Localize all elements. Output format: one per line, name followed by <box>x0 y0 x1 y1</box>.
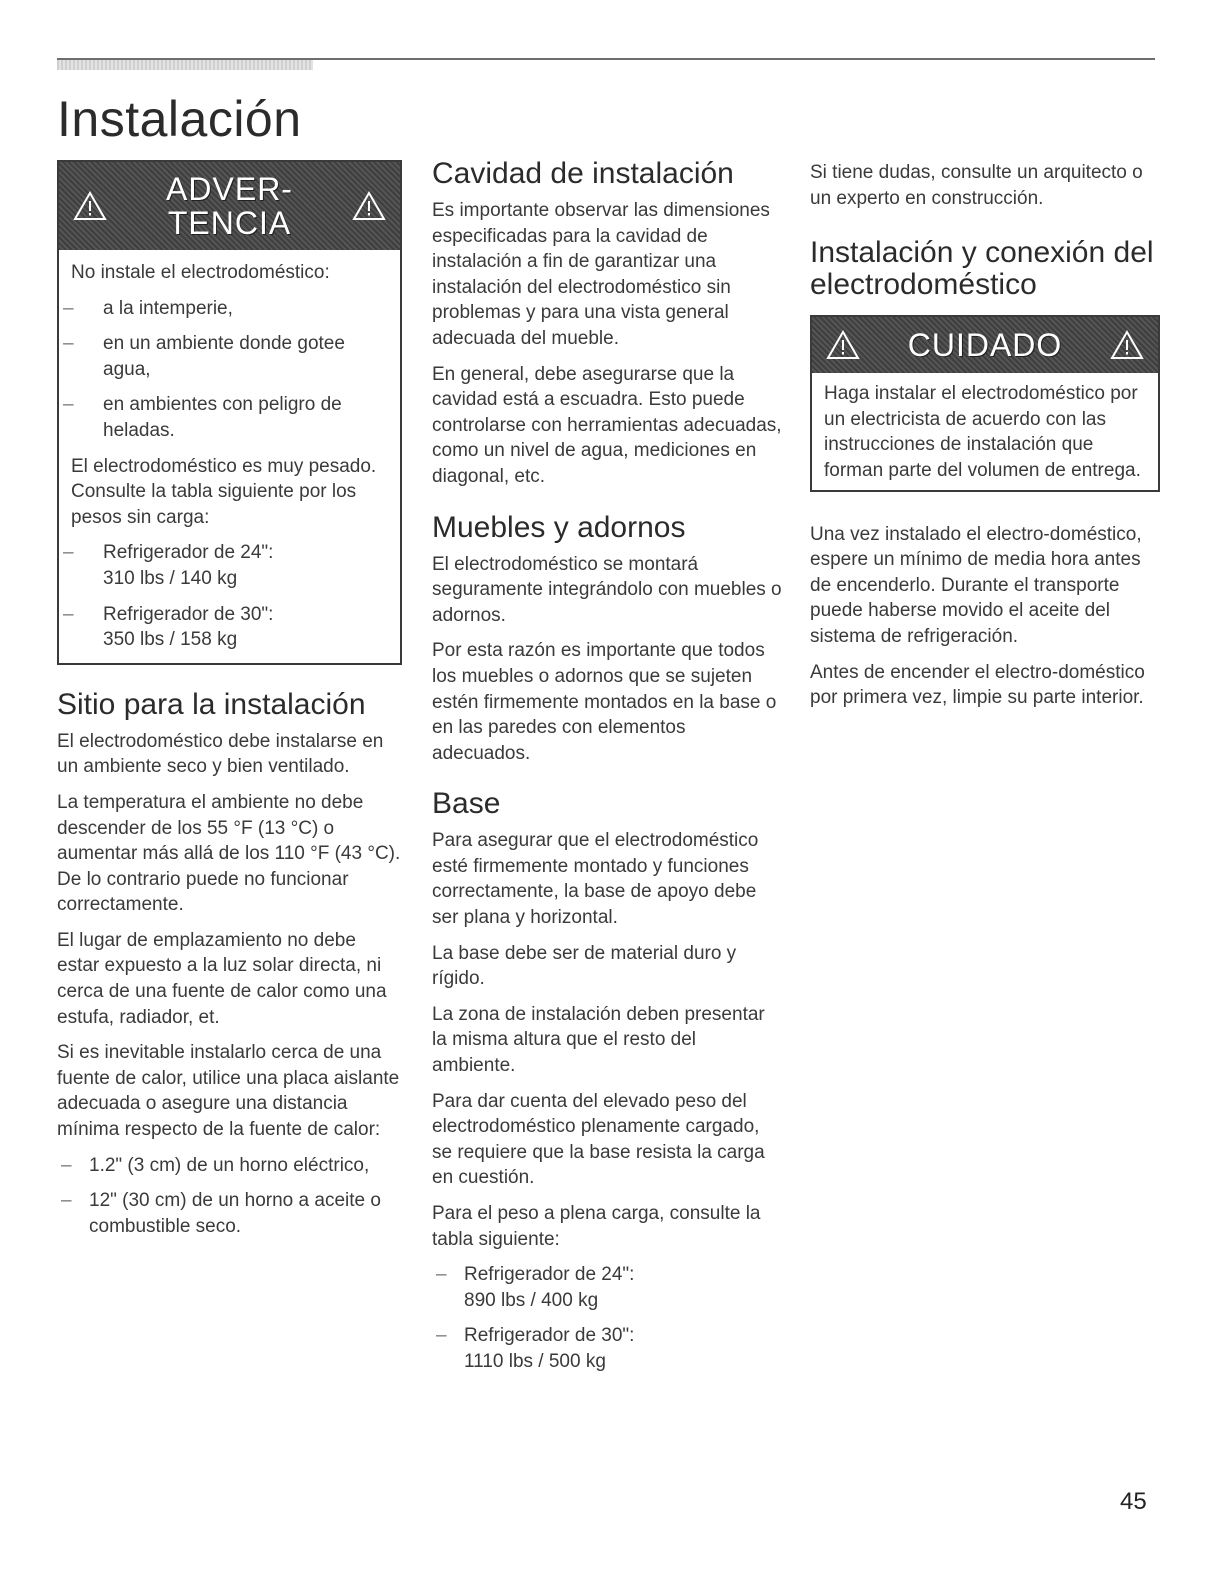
list-item: – 12" (30 cm) de un horno a aceite o combustible seco. <box>57 1188 402 1239</box>
paragraph: El electrodoméstico se montará seguramente integrándolo con muebles o adornos. <box>432 553 782 626</box>
weight-label: – Refrigerador de 24": <box>103 542 274 564</box>
paragraph: Si tiene dudas, consulte un arquitecto o un experto en construcción. <box>810 162 1143 209</box>
paragraph: Antes de encender el electro-doméstico por primera vez, limpie su parte interior. <box>810 661 1145 709</box>
list-item: – en un ambiente donde gotee agua, <box>71 331 390 382</box>
weight-value: 890 lbs / 400 kg <box>464 1289 599 1311</box>
caution-title: CUIDADO <box>907 327 1063 364</box>
list-item: – 1.2" (3 cm) de un horno eléctrico, <box>57 1153 402 1179</box>
warning-title-line1: ADVER- <box>166 171 293 207</box>
warning-weight-text: El electrodoméstico es muy pesado. Consulte la tabla siguiente por los pesos sin carga: <box>71 455 377 528</box>
weight-label: – Refrigerador de 30": <box>103 603 274 625</box>
warning-title <box>166 172 293 240</box>
list-item <box>71 540 390 591</box>
warning-intro: No instale el electrodoméstico: <box>71 262 330 283</box>
warning-box <box>57 160 402 665</box>
column-middle <box>432 158 782 1385</box>
page-title: Instalación <box>57 91 302 147</box>
warning-triangle-icon <box>1110 330 1144 360</box>
list-item <box>432 1262 782 1313</box>
warning-body <box>59 250 400 663</box>
column-left <box>57 160 402 1249</box>
weight-value: 310 lbs / 140 kg <box>103 567 238 589</box>
weight-label: – Refrigerador de 30": <box>464 1325 635 1347</box>
paragraph: El lugar de emplazamiento no debe estar expuesto a la luz solar directa, ni cerca de una fuente de calor como una estufa, radiador, et. <box>57 929 387 1028</box>
paragraph: Por esta razón es importante que todos los muebles o adornos que se sujeten estén firmemente montados en la base o en las paredes con elementos adecuados. <box>432 640 777 764</box>
weight-value: 1110 lbs / 500 kg <box>464 1350 606 1372</box>
distance-list <box>57 1153 402 1240</box>
section-heading-cavidad: Cavidad de instalación <box>432 157 734 190</box>
weight-list <box>71 540 390 652</box>
paragraph: Para dar cuenta del elevado peso del electrodoméstico plenamente cargado, se requiere que la base resista la carga en cuestión. <box>432 1090 765 1189</box>
weight-list <box>432 1262 782 1374</box>
section-heading-sitio: Sitio para la instalación <box>57 687 366 721</box>
section-heading-base: Base <box>432 787 501 821</box>
paragraph: La temperatura el ambiente no debe descender de los 55 °F (13 °C) o aumentar más allá de los 110 °F (43 °C). De lo contrario puede no funcionar correctamente. <box>57 791 401 916</box>
warning-list <box>71 296 390 444</box>
caution-header <box>812 317 1158 373</box>
paragraph: El electrodoméstico debe instalarse en un ambiente seco y bien ventilado. <box>57 730 384 778</box>
caution-body <box>812 373 1158 489</box>
header-accent-bar <box>57 60 313 70</box>
section-heading-muebles: Muebles y adornos <box>432 510 686 544</box>
paragraph: La zona de instalación deben presentar la misma altura que el resto del ambiente. <box>432 1003 765 1077</box>
list-item: – en ambientes con peligro de heladas. <box>71 392 390 443</box>
paragraph: Para el peso a plena carga, consulte la tabla siguiente: <box>432 1203 761 1250</box>
list-item <box>432 1323 782 1374</box>
weight-label: – Refrigerador de 24": <box>464 1264 635 1286</box>
list-item <box>71 602 390 653</box>
warning-header <box>59 162 400 250</box>
weight-value: 350 lbs / 158 kg <box>103 629 238 651</box>
paragraph: Si es inevitable instalarlo cerca de una fuente de calor, utilice una placa aislante adecuada o asegure una distancia mínima respecto de la fuente de calor: <box>57 1042 400 1141</box>
paragraph: En general, debe asegurarse que la cavidad está a escuadra. Esto puede controlarse con herramientas adecuadas, como un nivel de agua, mediciones en diagonal, etc. <box>432 363 782 487</box>
paragraph: Para asegurar que el electrodoméstico esté firmemente montado y funciones correctamente, la base de apoyo debe ser plana y horizontal. <box>432 830 759 929</box>
section-heading-conexion: Instalación y conexión del electrodoméstico <box>810 236 1154 302</box>
page-number: 45 <box>1120 1488 1147 1515</box>
caution-text: Haga instalar el electrodoméstico por un electricista de acuerdo con las instrucciones de instalación que forman parte del volumen de entrega. <box>824 383 1141 481</box>
paragraph: Una vez instalado el electro-doméstico, espere un mínimo de media hora antes de encenderlo. Durante el transporte puede haberse movido el aceite del sistema de refrigeración. <box>810 523 1142 647</box>
warning-title-line2: TENCIA <box>167 205 292 241</box>
warning-triangle-icon <box>352 191 386 221</box>
paragraph: Es importante observar las dimensiones especificadas para la cavidad de instalación a fin de garantizar una instalación del electrodoméstico sin problemas y para una vista general adecuada del mueble. <box>432 200 770 349</box>
paragraph: La base debe ser de material duro y rígido. <box>432 942 737 990</box>
column-right <box>810 160 1160 721</box>
warning-triangle-icon <box>826 330 860 360</box>
caution-box <box>810 315 1160 491</box>
warning-triangle-icon <box>73 191 107 221</box>
list-item: – a la intemperie, <box>71 296 390 322</box>
